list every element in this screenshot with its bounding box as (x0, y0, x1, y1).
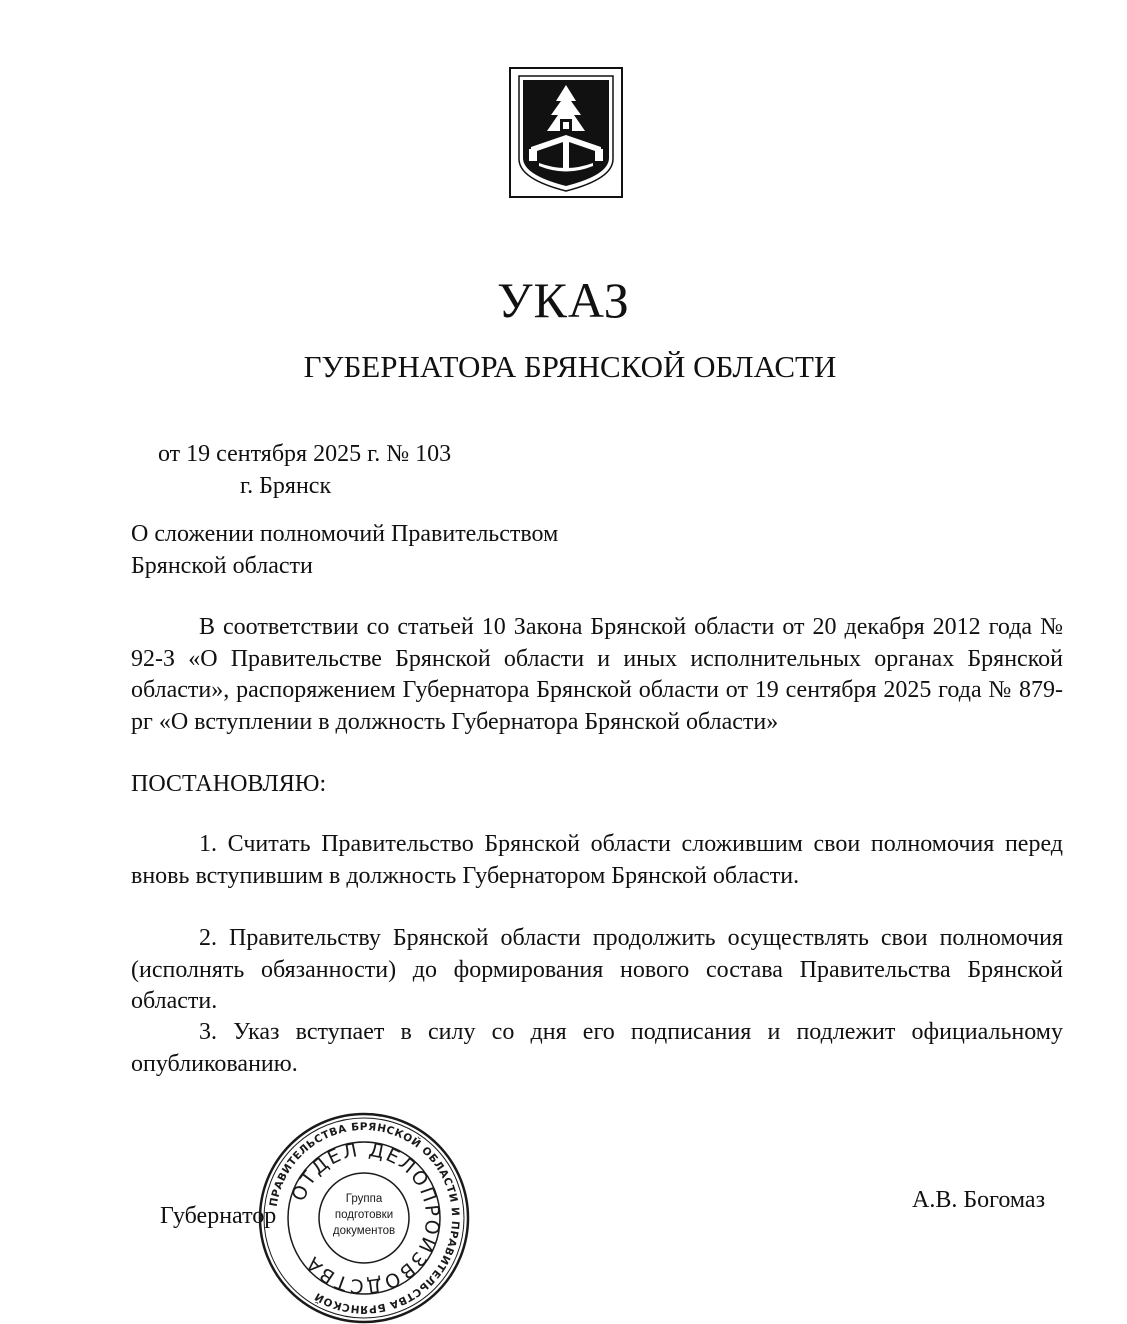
document-subtitle: ГУБЕРНАТОРА БРЯНСКОЙ ОБЛАСТИ (303, 349, 837, 384)
document-subject (131, 518, 558, 582)
stamp-outer-ring-text: ПРАВИТЕЛЬСТВА БРЯНСКОЙ ОБЛАСТИ И ПРАВИТЕЛЬСТВА БРЯНСКОЙ (267, 1120, 462, 1316)
stamp-inner-ring-text: ОТДЕЛ ДЕЛОПРОИЗВОДСТВА (287, 1138, 444, 1298)
signature-name: А.В. Богомаз (912, 1187, 1046, 1213)
coat-of-arms-icon (509, 67, 623, 198)
signature-position: Губернатор (160, 1203, 277, 1229)
decree-word: ПОСТАНОВЛЯЮ: (131, 771, 327, 797)
document-title: УКАЗ (497, 272, 630, 328)
preamble-paragraph: В соответствии со статьей 10 Закона Брянской области от 20 декабря 2012 года № 92-З «О Правительстве Брянской области и иных исполнительных органах Брянской области», распоряжением Губернатора Брянской области от 19 сентября 2025 года № 879-рг «О вступлении в должность Губернатора Брянской области» (131, 614, 1063, 735)
stamp-center-line-2: подготовки (334, 1209, 394, 1221)
document-city: г. Брянск (240, 473, 332, 499)
decree-item-3: 3. Указ вступает в силу со дня его подписания и подлежит официальному опубликованию. (131, 1019, 1063, 1077)
document-date-number: от 19 сентября 2025 г. № 103 (158, 441, 452, 467)
subject-line-2: Брянской области (131, 553, 313, 579)
decree-item-1: 1. Считать Правительство Брянской области сложившим свои полномочия перед вновь вступившим в должность Губернатором Брянской области. (131, 831, 1063, 889)
decree-item-2: 2. Правительству Брянской области продолжить осуществлять свои полномочия (исполнять обязанности) до формирования нового состава Правительства Брянской области. (131, 925, 1063, 1014)
stamp-center-line-1: Группа (345, 1193, 383, 1205)
stamp-center-line-3: документов (332, 1225, 396, 1237)
official-stamp-icon (258, 1112, 470, 1324)
subject-line-1: О сложении полномочий Правительством (131, 521, 559, 547)
